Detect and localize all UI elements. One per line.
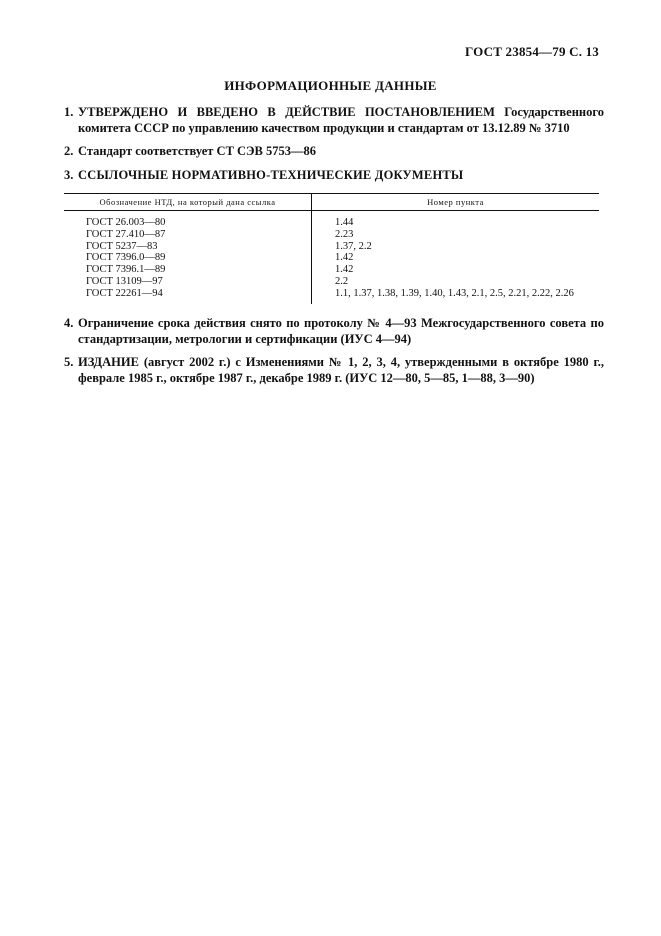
item-text: ССЫЛОЧНЫЕ НОРМАТИВНО-ТЕХНИЧЕСКИЕ ДОКУМЕНТЫ: [78, 168, 464, 182]
table-cell-clause: 1.37, 2.2: [335, 240, 372, 252]
item-text: Стандарт соответствует СТ СЭВ 5753—86: [78, 144, 316, 158]
table-header: [64, 194, 599, 211]
table-body: [64, 211, 599, 304]
info-item-3: [64, 168, 604, 184]
column-clauses: [312, 211, 599, 304]
table-cell-clause: 1.42: [335, 252, 354, 264]
table-cell-clause: 2.2: [335, 275, 349, 287]
table-cell-document: ГОСТ 7396.0—89: [86, 252, 166, 264]
item-number: 1.: [64, 105, 74, 119]
section-title: ИНФОРМАЦИОННЫЕ ДАННЫЕ: [224, 78, 437, 93]
table-cell-document: ГОСТ 7396.1—89: [86, 264, 166, 276]
info-item-4: [64, 316, 604, 347]
table-cell-clause: 1.1, 1.37, 1.38, 1.39, 1.40, 1.43, 2.1, 2.5, 2.21, 2.22, 2.26: [335, 287, 574, 299]
table-cell-document: ГОСТ 26.003—80: [86, 217, 166, 228]
reference-documents-table: [64, 193, 599, 304]
item-number: 3.: [64, 168, 74, 182]
table-cell-document: ГОСТ 27.410—87: [86, 228, 166, 240]
column-header-document: Обозначение НТД, на который дана ссылка: [64, 194, 312, 210]
info-item-2: [64, 144, 604, 160]
item-text: ИЗДАНИЕ (август 2002 г.) с Изменениями № 1, 2, 3, 4, утвержденными в октябре 1980 г., феврале 1985 г., октябре 1987 г., декабре 1989 г. (ИУС 12—80, 5—85, 1—88, 3—90): [78, 355, 604, 385]
page-header: ГОСТ 23854—79 С. 13: [465, 44, 599, 59]
item-number: 5.: [64, 355, 74, 369]
item-number: 4.: [64, 316, 74, 330]
item-number: 2.: [64, 144, 74, 158]
info-item-5: [64, 355, 604, 386]
table-cell-document: ГОСТ 13109—97: [86, 275, 163, 287]
table-cell-clause: 1.42: [335, 264, 354, 276]
item-text: УТВЕРЖДЕНО И ВВЕДЕНО В ДЕЙСТВИЕ ПОСТАНОВЛЕНИЕМ Государственного комитета СССР по управлению качеством продукции и стандартам от 13.12.89 № 3710: [78, 105, 604, 135]
table-cell-document: ГОСТ 22261—94: [86, 287, 163, 299]
item-text: Ограничение срока действия снято по протоколу № 4—93 Межгосударственного совета по стандартизации, метрологии и сертификации (ИУС 4—94): [78, 316, 604, 346]
info-item-1: [64, 105, 604, 136]
table-cell-clause: 1.44: [335, 217, 354, 228]
table-cell-clause: 2.23: [335, 228, 354, 240]
column-documents: [64, 211, 312, 304]
column-header-clause: Номер пункта: [427, 197, 484, 207]
table-cell-document: ГОСТ 5237—83: [86, 240, 158, 252]
